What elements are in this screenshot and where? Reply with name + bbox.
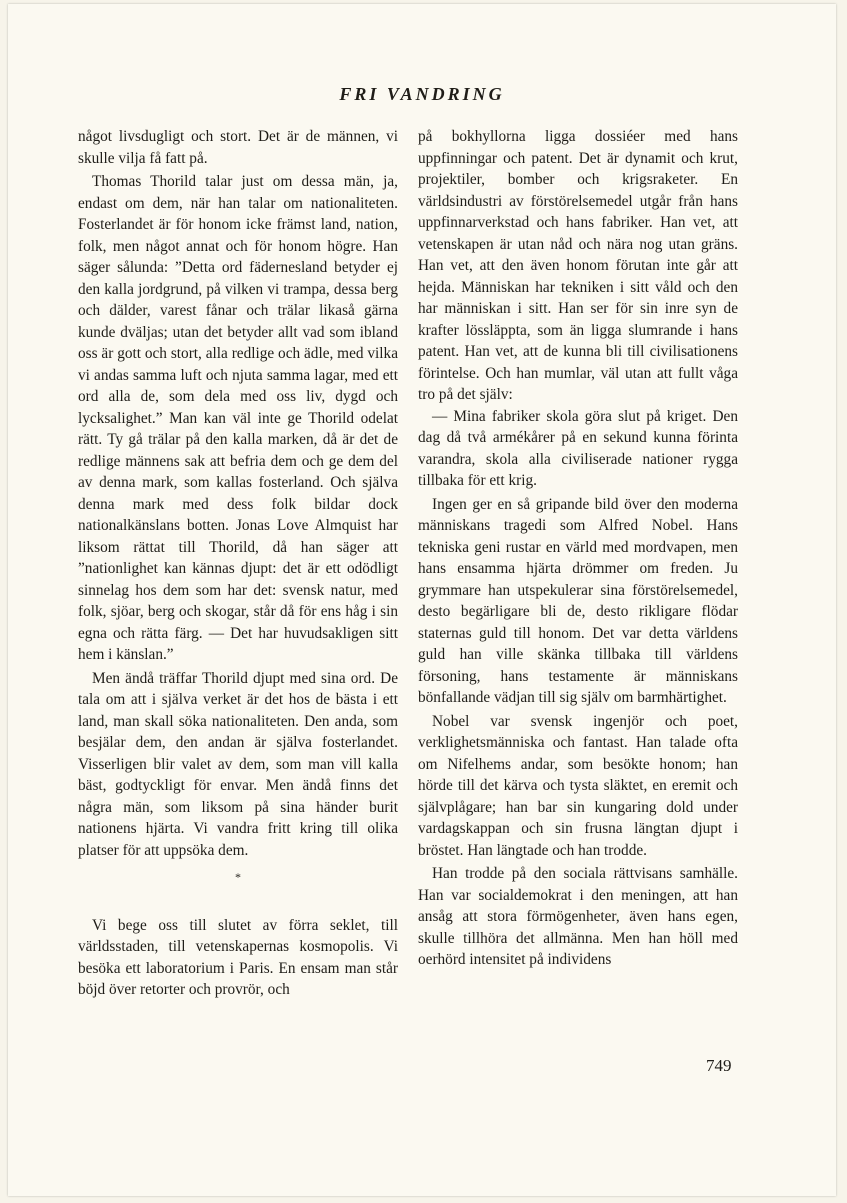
paragraph: — Mina fabriker skola göra slut på kriget. Den dag då två armékårer på en sekund kunna förinta varandra, skola alla civiliserade nationer rygga tillbaka för ett krig.	[418, 407, 738, 489]
running-header: FRI VANDRING	[339, 84, 505, 104]
left-column	[78, 126, 398, 1001]
section-separator: *	[235, 870, 241, 884]
paragraph: Nobel var svensk ingenjör och poet, verklighetsmänniska och fantast. Han talade ofta om Nifelhems andar, som besökte honom; han hörde till det kärva och tysta släktet, en eremit och självplågare; han bar sin kungaring dold under vardagskappan och sin frusna längtan djupt i bröstet. Han längtade och han trodde.	[418, 712, 738, 859]
page-number: 749	[706, 1056, 732, 1075]
paragraph: Ingen ger en så gripande bild över den moderna människans tragedi som Alfred Nobel. Hans tekniska geni rustar en värld med mordvapen, men hans ensamma hjärta drömmer om freden. Ju grymmare han utspekulerar sina förstörelsemedel, desto begärligare bli de, desto rikligare flödar staternas guld till honom. Det var detta världens guld han ville skänka tillbaka till världens försoning, hans testamente är människans bönfallande vädjan till sig själv om barmhärtighet.	[418, 495, 738, 706]
book-page	[8, 4, 836, 1196]
right-column	[418, 126, 738, 971]
paragraph: något livsdugligt och stort. Det är de männen, vi skulle vilja få fatt på.	[78, 128, 398, 167]
paragraph: Han trodde på den sociala rättvisans samhälle. Han var socialdemokrat i den meningen, att han ansåg att stora förmögenheter, även hans egen, skulle tillhöra det allmänna. Men han höll med oerhörd intensitet på individens	[418, 865, 738, 968]
paragraph: på bokhyllorna ligga dossiéer med hans uppfinningar och patent. Det är dynamit och krut, projektiler, bomber och krigsraketer. En världsindustri av förstörelsemedel utgår från hans uppfinnarverkstad och hans fabriker. Han vet, att vetenskapen är utan nåd och nära nog utan gräns. Han vet, att den även honom förutan inte går att hejda. Människan har tekniken i sitt våld och den har människan i sitt. Han ser för sin inre syn de krafter lössläppta, som än ligga slumrande i hans patent. Han vet, att de kunna bli till civilisationens förintelse. Och han mumlar, väl utan att fullt våga tro på det själv:	[418, 128, 738, 403]
paragraph: Men ändå träffar Thorild djupt med sina ord. De tala om att i själva verket är det hos de bästa i ett land, man skall söka nationaliteten. Den anda, som besjälar dem, den andan är själva fosterlandet. Visserligen blir valet av dem, som man vill kalla bäst, godtyckligt för envar. Men ändå finns det några män, som liksom på sina händer burit nationens hjärta. Vi vandra fritt kring till olika platser för att uppsöka dem.	[78, 669, 398, 859]
paragraph: Thomas Thorild talar just om dessa män, ja, endast om dem, när han talar om nationaliteten. Fosterlandet är för honom icke främst land, nation, folk, men något annat och för honom högre. Han säger sålunda: ”Detta ord fädernesland betyder ej den kalla jordgrund, på vilken vi trampa, dessa berg och dälder, varest fånar och trälar likaså gärna kunde dväljas; utan det betyder allt vad som ibland oss är gott och stort, alla redlige och ädle, med vilka vi andas samma luft och njuta samma lagar, med ett ord alla de, som dela med oss liv, dygd och lycksalighet.” Man kan väl inte ge Thorild odelat rätt. Ty gå trälar på den kalla marken, då är det de redlige männens sak att befria dem och ge dem del av denna mark, som kallas fosterland. Och själva denna mark med dess folk bildar dock nationalkänslans botten. Jonas Love Almquist har liksom rättat till Thorild, då han säger att ”nationlighet kan kännas djupt: det är ett odödligt sinnelag hos dem som har det: svensk natur, med folk, sjöar, berg och skogar, står då för ens håg i sin egna och rätta färg. — Det har huvudsakligen sitt hem i känslan.”	[78, 173, 398, 663]
paragraph: Vi bege oss till slutet av förra seklet, till världsstaden, till vetenskapernas kosmopolis. Vi besöka ett laboratorium i Paris. En ensam man står böjd över retorter och provrör, och	[78, 916, 398, 998]
